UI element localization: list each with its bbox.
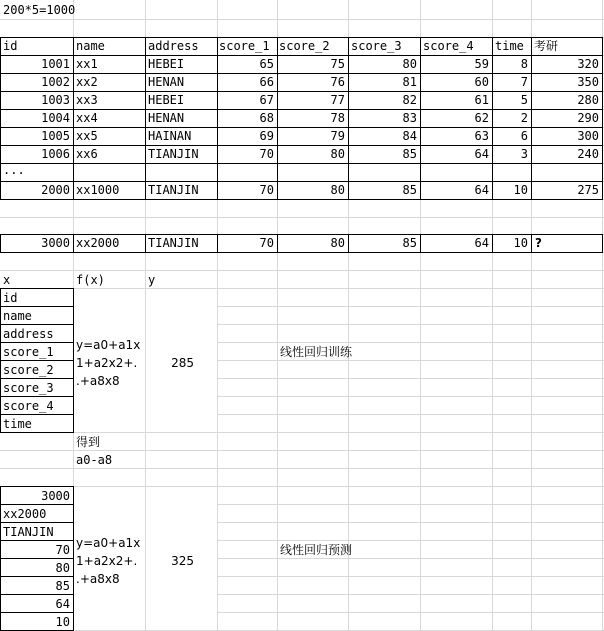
predict-feature-cell[interactable]: 64 (55, 597, 70, 611)
predict-feature-cell[interactable]: xx2000 (3, 507, 47, 521)
header-score-1[interactable]: score_1 (219, 39, 270, 53)
cell-score-2[interactable]: 78 (330, 111, 345, 125)
cell-score-1[interactable]: 70 (259, 147, 274, 161)
header-kaoyan[interactable]: 考研 (534, 39, 559, 53)
cell-score-2[interactable]: 80 (330, 147, 345, 161)
feature-cell[interactable]: score_1 (3, 345, 54, 359)
feature-cell[interactable]: score_3 (3, 381, 54, 395)
border (602, 37, 603, 200)
border (145, 37, 146, 200)
predict-kaoyan-unknown[interactable]: ? (535, 236, 542, 250)
border (73, 234, 74, 253)
border (73, 288, 74, 433)
feature-cell[interactable]: address (3, 327, 54, 341)
cell-time[interactable]: 10 (513, 183, 528, 197)
cell-name[interactable]: xx3 (76, 93, 98, 107)
cell-address[interactable]: TIANJIN (148, 183, 199, 197)
cell-score-1[interactable]: 66 (259, 75, 274, 89)
cell-time[interactable]: 8 (520, 57, 528, 71)
cell-name[interactable]: xx5 (76, 129, 98, 143)
cell-kaoyan[interactable]: 240 (577, 147, 599, 161)
label-y[interactable]: y (148, 273, 156, 287)
cell-score-1[interactable]: 65 (259, 57, 274, 71)
cell-score-3[interactable]: 82 (402, 93, 417, 107)
cell-score-1[interactable]: 67 (259, 93, 274, 107)
cell-name[interactable]: xx4 (76, 111, 98, 125)
cell-score-3[interactable]: 84 (402, 129, 417, 143)
label-fx[interactable]: f(x) (76, 273, 105, 287)
predict-address[interactable]: TIANJIN (148, 236, 199, 250)
formula-line: y=a0+a1x (76, 536, 141, 550)
predict-feature-cell[interactable]: 70 (55, 543, 70, 557)
cell-address[interactable]: HENAN (148, 75, 185, 89)
cell-id[interactable]: 1003 (41, 93, 70, 107)
label-x[interactable]: x (3, 273, 11, 287)
cell-score-4[interactable]: 63 (474, 129, 489, 143)
cell-time[interactable]: 3 (520, 147, 528, 161)
cell-score-4[interactable]: 60 (474, 75, 489, 89)
cell-id[interactable]: 2000 (41, 183, 70, 197)
gridline (0, 217, 604, 218)
cell-score-4[interactable]: 61 (474, 93, 489, 107)
cell-id[interactable]: 1001 (41, 57, 70, 71)
cell-name[interactable]: xx2 (76, 75, 98, 89)
cell-score-1[interactable]: 68 (259, 111, 274, 125)
ellipsis-cell[interactable]: ... (3, 163, 25, 177)
formula-line: 1+a2x2+. (76, 356, 138, 370)
formula-line: .+a8x8 (76, 374, 120, 388)
border (73, 37, 74, 200)
header-score-2[interactable]: score_2 (279, 39, 330, 53)
result-value[interactable]: a0-a8 (76, 453, 113, 467)
border (0, 252, 603, 253)
predict-score-3[interactable]: 85 (402, 236, 417, 250)
cell-address[interactable]: HAINAN (148, 129, 192, 143)
cell-time[interactable]: 2 (520, 111, 528, 125)
header-address[interactable]: address (148, 39, 199, 53)
predict-y-value[interactable]: 325 (171, 554, 194, 568)
cell-score-4[interactable]: 59 (474, 57, 489, 71)
result-label[interactable]: 得到 (76, 435, 101, 449)
header-time[interactable]: time (495, 39, 524, 53)
cell-score-4[interactable]: 64 (474, 183, 489, 197)
border (531, 234, 532, 253)
cell-score-4[interactable]: 64 (474, 147, 489, 161)
train-y-value[interactable]: 285 (171, 356, 194, 370)
cell-score-2[interactable]: 76 (330, 75, 345, 89)
header-name[interactable]: name (76, 39, 105, 53)
feature-cell[interactable]: time (3, 417, 32, 431)
header-id[interactable]: id (3, 39, 18, 53)
predict-feature-cell[interactable]: 85 (55, 579, 70, 593)
cell-score-3[interactable]: 83 (402, 111, 417, 125)
predict-feature-cell[interactable]: 3000 (41, 489, 70, 503)
border (0, 288, 1, 433)
header-score-3[interactable]: score_3 (351, 39, 402, 53)
gridline (0, 270, 604, 271)
border (145, 234, 146, 253)
border (0, 288, 74, 289)
header-score-4[interactable]: score_4 (423, 39, 474, 53)
cell-score-2[interactable]: 79 (330, 129, 345, 143)
cell-score-1[interactable]: 70 (259, 183, 274, 197)
cell-kaoyan[interactable]: 280 (577, 93, 599, 107)
cell-score-1[interactable]: 69 (259, 129, 274, 143)
predict-label[interactable]: 线性回归预测 (280, 543, 353, 557)
cell-id[interactable]: 1004 (41, 111, 70, 125)
cell-time[interactable]: 6 (520, 129, 528, 143)
predict-time[interactable]: 10 (513, 236, 528, 250)
cell-name[interactable]: xx1000 (76, 183, 120, 197)
cell-id[interactable]: 1006 (41, 147, 70, 161)
cell-score-4[interactable]: 62 (474, 111, 489, 125)
cell-address[interactable]: HEBEI (148, 93, 185, 107)
cell-id[interactable]: 1005 (41, 129, 70, 143)
predict-name[interactable]: xx2000 (76, 236, 120, 250)
predict-feature-cell[interactable]: 10 (55, 615, 70, 629)
predict-score-4[interactable]: 64 (474, 236, 489, 250)
feature-cell[interactable]: id (3, 291, 18, 305)
cell-score-2[interactable]: 75 (330, 57, 345, 71)
predict-score-1[interactable]: 70 (259, 236, 274, 250)
formula-line: 1+a2x2+. (76, 554, 138, 568)
cell-kaoyan[interactable]: 350 (577, 75, 599, 89)
cell-id[interactable]: 1002 (41, 75, 70, 89)
cell-score-3[interactable]: 85 (402, 147, 417, 161)
predict-id[interactable]: 3000 (41, 236, 70, 250)
border (0, 486, 74, 487)
cell-kaoyan[interactable]: 300 (577, 129, 599, 143)
predict-feature-cell[interactable]: 80 (55, 561, 70, 575)
feature-cell[interactable]: score_2 (3, 363, 54, 377)
cell-kaoyan[interactable]: 320 (577, 57, 599, 71)
cell-address[interactable]: TIANJIN (148, 147, 199, 161)
border (0, 163, 603, 164)
feature-cell[interactable]: score_4 (3, 399, 54, 413)
gridline (0, 432, 604, 433)
cell-address[interactable]: HEBEI (148, 57, 185, 71)
cell-kaoyan[interactable]: 275 (577, 183, 599, 197)
cell-time[interactable]: 7 (520, 75, 528, 89)
formula-line: y=a0+a1x (76, 338, 141, 352)
predict-score-2[interactable]: 80 (330, 236, 345, 250)
cell-address[interactable]: HENAN (148, 111, 185, 125)
cell-score-3[interactable]: 81 (402, 75, 417, 89)
gridline (0, 19, 604, 20)
title-cell[interactable]: 200*5=1000 (3, 3, 76, 17)
cell-score-2[interactable]: 77 (330, 93, 345, 107)
cell-score-3[interactable]: 80 (402, 57, 417, 71)
cell-score-2[interactable]: 80 (330, 183, 345, 197)
cell-kaoyan[interactable]: 290 (577, 111, 599, 125)
cell-name[interactable]: xx6 (76, 147, 98, 161)
predict-feature-cell[interactable]: TIANJIN (3, 525, 54, 539)
border (0, 199, 603, 200)
formula-line: .+a8x8 (76, 572, 120, 586)
border (602, 234, 603, 253)
cell-time[interactable]: 5 (520, 93, 528, 107)
train-label[interactable]: 线性回归训练 (280, 345, 353, 359)
cell-score-3[interactable]: 85 (402, 183, 417, 197)
feature-cell[interactable]: name (3, 309, 32, 323)
cell-name[interactable]: xx1 (76, 57, 98, 71)
border (73, 486, 74, 631)
